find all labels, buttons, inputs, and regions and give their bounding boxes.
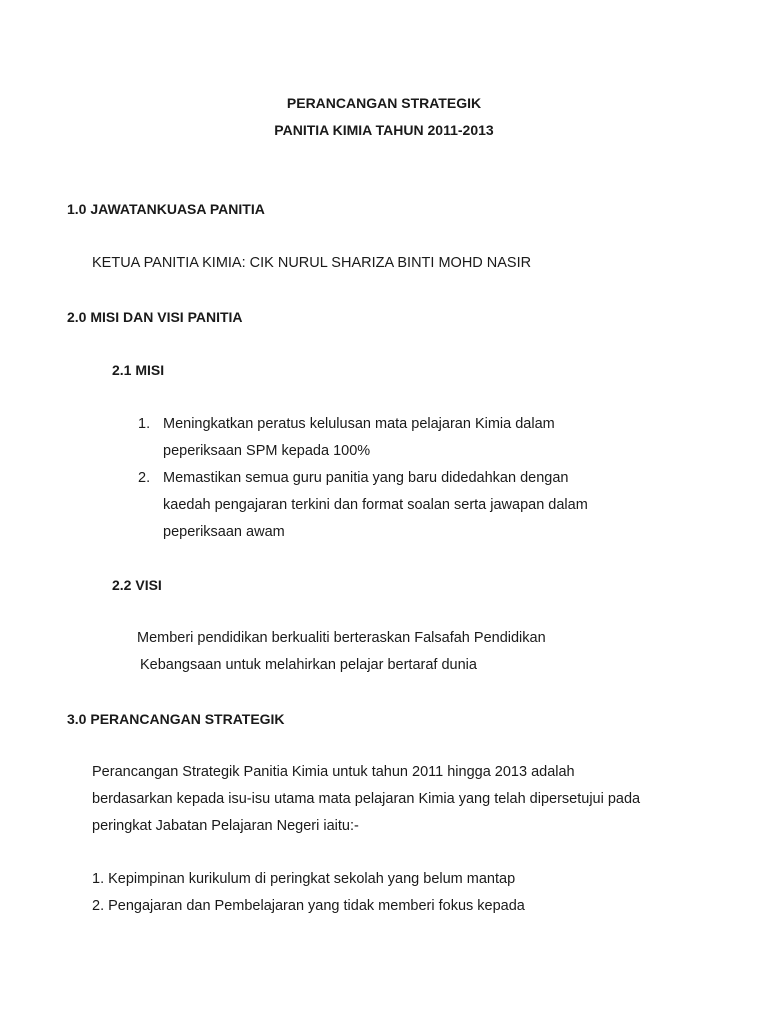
section-1-heading: 1.0 JAWATANKUASA PANITIA — [67, 201, 265, 217]
misi-item-2-line2: kaedah pengajaran terkini dan format soalan serta jawapan dalam — [163, 497, 588, 513]
section-3-heading: 3.0 PERANCANGAN STRATEGIK — [67, 711, 285, 727]
visi-line2: Kebangsaan untuk melahirkan pelajar bertaraf dunia — [140, 657, 477, 673]
misi-item-2-number: 2. — [138, 470, 151, 486]
strategic-paragraph-line2: berdasarkan kepada isu-isu utama mata pelajaran Kimia yang telah dipersetujui pada — [92, 791, 641, 807]
visi-line1: Memberi pendidikan berkualiti berteraskan Falsafah Pendidikan — [137, 630, 546, 646]
visi-heading: 2.2 VISI — [112, 577, 162, 593]
misi-item-2-line3: peperiksaan awam — [163, 524, 285, 540]
document-title-line2: PANITIA KIMIA TAHUN 2011-2013 — [274, 122, 494, 138]
issue-item-2: 2. Pengajaran dan Pembelajaran yang tidak memberi fokus kepada — [92, 898, 525, 914]
misi-item-1-line1: Meningkatkan peratus kelulusan mata pelajaran Kimia dalam — [163, 416, 555, 432]
misi-heading: 2.1 MISI — [112, 362, 165, 378]
strategic-paragraph-line3: peringkat Jabatan Pelajaran Negeri iaitu:- — [92, 818, 359, 834]
issue-item-1: 1. Kepimpinan kurikulum di peringkat sekolah yang belum mantap — [92, 871, 516, 887]
document-title-line1: PERANCANGAN STRATEGIK — [286, 95, 482, 111]
section-2-heading: 2.0 MISI DAN VISI PANITIA — [67, 309, 243, 325]
strategic-paragraph-line1: Perancangan Strategik Panitia Kimia untuk tahun 2011 hingga 2013 adalah — [92, 764, 575, 780]
misi-item-2-line1: Memastikan semua guru panitia yang baru didedahkan dengan — [163, 470, 569, 486]
ketua-panitia-text: KETUA PANITIA KIMIA: CIK NURUL SHARIZA BINTI MOHD NASIR — [92, 255, 532, 271]
misi-item-1-number: 1. — [138, 416, 151, 432]
misi-item-1-line2: peperiksaan SPM kepada 100% — [163, 443, 371, 459]
